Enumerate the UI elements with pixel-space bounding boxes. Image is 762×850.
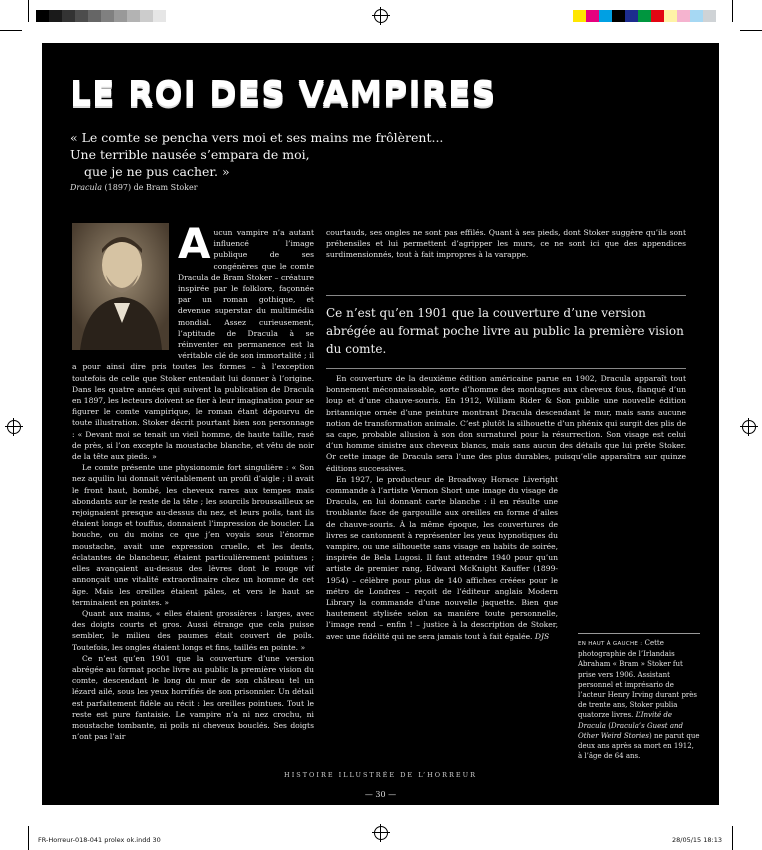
crop-mark xyxy=(0,30,22,31)
date-slug: 28/05/15 18:13 xyxy=(672,836,722,844)
color-swatch xyxy=(62,10,75,22)
color-swatch xyxy=(586,10,599,22)
caption-text: ) ne parut que deux ans après sa mort en 1912, à l’âge de 64 ans. xyxy=(578,731,700,761)
color-swatch xyxy=(49,10,62,22)
body-column-left xyxy=(72,219,314,742)
color-swatch xyxy=(127,10,140,22)
color-swatch xyxy=(36,10,49,22)
color-swatch xyxy=(140,10,153,22)
quote-source-rest: (1897) de Bram Stoker xyxy=(101,183,198,192)
registration-mark-bottom xyxy=(374,826,388,840)
caption-lead: EN HAUT À GAUCHE : xyxy=(578,641,643,647)
process-color-bar xyxy=(573,10,716,22)
crop-mark xyxy=(732,0,733,22)
quote-line-2: Une terrible nausée s’empara de moi, xyxy=(70,147,310,162)
running-footer: HISTOIRE ILLUSTRÉE DE L’HORREUR xyxy=(284,771,477,779)
pull-quote: Ce n’est qu’en 1901 que la couverture d’une version abrégée au format poche livre au public la première vision du comte. xyxy=(326,295,686,369)
registration-mark-left xyxy=(7,420,21,434)
crop-mark xyxy=(740,30,762,31)
paragraph: Quant aux mains, « elles étaient grossières : larges, avec des doigts courts et gros. Aussi étrange que cela puisse sembler, le milieu des paumes était couvert de poils. Toutefois, les ongles étaient longs et fins, taillés en pointe. » xyxy=(72,608,314,652)
quote-source-work: Dracula xyxy=(70,183,102,192)
epigraph-quote xyxy=(70,129,470,180)
caption-work: Dracula’s Guest and Other Weird Stories xyxy=(578,721,684,740)
paragraph xyxy=(326,474,558,642)
grayscale-color-bar xyxy=(36,10,166,22)
caption-work: L’Invité de Dracula xyxy=(578,711,673,730)
drop-cap: A xyxy=(178,219,211,268)
color-swatch xyxy=(612,10,625,22)
magazine-page xyxy=(42,43,719,805)
color-swatch xyxy=(88,10,101,22)
color-swatch xyxy=(573,10,586,22)
paragraph: courtauds, ses ongles ne sont pas effilés. Quant à ses pieds, dont Stoker suggère qu’ils sont préhensiles et lui permettent d’agripper les murs, ce ne sont ici que des appendices surdimensionnés, tout à fait impropres à la varappe. xyxy=(326,228,686,260)
author-signature: DJS xyxy=(534,631,550,641)
quote-line-1: « Le comte se pencha vers moi et ses mains me frôlèrent... xyxy=(70,130,444,145)
photo-caption xyxy=(578,633,700,761)
body-column-right-top xyxy=(326,227,686,261)
color-swatch xyxy=(651,10,664,22)
color-swatch xyxy=(677,10,690,22)
color-swatch xyxy=(599,10,612,22)
crop-mark xyxy=(732,826,733,850)
color-swatch xyxy=(703,10,716,22)
paragraph-text: En 1927, le producteur de Broadway Horace Liveright commande à l’artiste Vernon Short une image du visage de Dracula, en lui donnant carte blanche : il en résulte une troublante face de gargouille aux oreilles en forme d’ailes de chauve-souris. À la même époque, les couvertures de livres se cantonnent à représenter les yeux hypnotiques du vampire, ou une silhouette sans visage en habits de soirée, inspirée de Bela Lugosi. Il faut attendre 1940 pour qu’un artiste de premier rang, Edward McKnight Kauffer (1899-1954) – célèbre pour plus de 140 affiches créées pour le métro de Londres – reçoit de l’éditeur anglais Modern Library la commande d’une nouvelle jaquette. Bien que hautement stylisée selon sa manière toute personnelle, l’image rend – enfin ! – justice à la description de Stoker, avec une fidélité qui ne sera jamais tout à fait égalée. xyxy=(326,474,558,641)
color-swatch xyxy=(114,10,127,22)
registration-mark-top xyxy=(374,9,388,23)
paragraph-text: ucun vampire n’a autant influencé l’image publique de ses congénères que le comte Dracula de Bram Stoker – créature inspirée par le folklore, façonnée par un roman gothique, et devenue superstar du multimédia mondial. Assez curieusement, l’aptitude de Dracula à se réinventer en permanence est la véritable clé de son immortalité ; il a pour ainsi dire pris toutes les formes – à l’exception toutefois de celle que Stoker entendait lui donner à l’origine. Dans les quatre années qui suivent la publication de Dracula en 1897, les lecteurs doivent se fier à leur imagination pour se figurer le comte vampirique, le roman étant dépourvu de toute illustration. Stoker décrit pourtant bien son personnage : « Devant moi se tenait un vieil homme, de haute taille, rasé de près, si l’on excepte la moustache blanche, et vêtu de noir de la tête aux pieds. » xyxy=(72,228,314,462)
crop-mark xyxy=(28,0,29,22)
paragraph: Ce n’est qu’en 1901 que la couverture d’une version abrégée au format poche livre au public la première vision du comte, descendant le long du mur de son château tel un lézard ailé, sous les yeux horrifiés de son prisonnier. Un détail est parfaitement fidèle au récit : les oreilles pointues. Tout le reste est pure fantaisie. Le vampire n’a ni nez crochu, ni moustache tombante, ni poils ni cheveux bouclés. Ses doigts n’ont pas l’air xyxy=(72,653,314,742)
color-swatch xyxy=(638,10,651,22)
caption-text: ( xyxy=(605,721,611,730)
color-swatch xyxy=(690,10,703,22)
paragraph xyxy=(72,219,314,462)
file-slug: FR-Horreur-018-041 prolex ok.indd 30 xyxy=(38,836,161,844)
body-column-right xyxy=(326,373,686,642)
registration-mark-right xyxy=(742,420,756,434)
color-swatch xyxy=(153,10,166,22)
color-swatch xyxy=(625,10,638,22)
page-number: — 30 — xyxy=(364,790,397,799)
quote-source xyxy=(70,183,198,192)
paragraph: En couverture de la deuxième édition américaine parue en 1902, Dracula apparaît tout bonnement méconnaissable, sorte d’homme des montagnes aux cheveux fous, flanqué d’un loup et d’une chauve-souris. En 1912, William Rider & Son publie une nouvelle édition britannique ornée d’une peinture montrant Dracula descendant le mur, mais sans aucune notion de transformation animale. C’est plutôt la silhouette d’un phénix qui surgit des plis de sa cape, probable allusion à son don surnaturel pour la résurrection. Son visage est celui d’un homme sinistre aux cheveux blancs, mais sans aucun des détails que lui prête Stoker. Or cette image de Dracula sera l’une des plus durables, puisqu’elle apparaîtra sur quinze éditions successives. xyxy=(326,374,686,473)
article-title: LE ROI DES VAMPIRES xyxy=(70,73,497,112)
crop-mark xyxy=(28,826,29,850)
color-swatch xyxy=(101,10,114,22)
caption-text: Cette photographie de l’Irlandais Abraham « Bram » Stoker fut prise vers 1906. Assistant personnel et imprésario de l’acteur Henry Irving durant près de trente ans, Stoker publia quatorze livres. xyxy=(578,639,698,720)
quote-line-3: que je ne pus cacher. » xyxy=(84,164,230,179)
color-swatch xyxy=(664,10,677,22)
paragraph: Le comte présente une physionomie fort singulière : « Son nez aquilin lui donnait véritablement un profil d’aigle ; il avait le front haut, bombé, les cheveux rares aux tempes mais abondants sur le reste de la tête ; les sourcils broussailleux se rejoignaient presque au-dessus du nez, et leurs poils, tant ils étaient longs et touffus, donnaient l’impression de boucler. La bouche, ou du moins ce que j’en voyais sous l’énorme moustache, avait une expression cruelle, et les dents, éclatantes de blancheur, étaient particulièrement pointues ; elles avançaient au-dessus des lèvres dont le rouge vif annonçait une vitalité extraordinaire chez un homme de cet âge. Mais les oreilles étaient pâles, et vers le haut se terminaient en pointes. » xyxy=(72,463,314,607)
color-swatch xyxy=(75,10,88,22)
